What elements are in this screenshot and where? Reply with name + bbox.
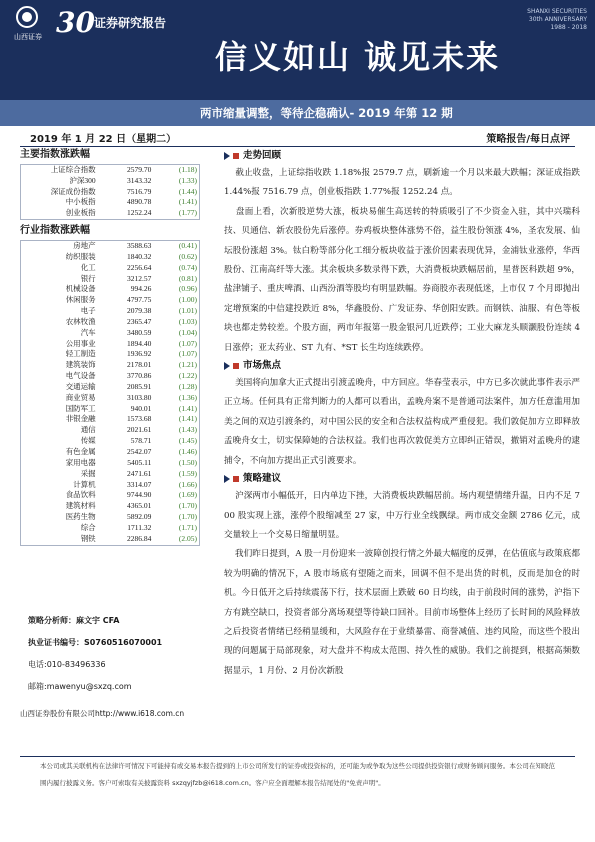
bullet-icon — [233, 153, 239, 159]
index-row — [21, 306, 201, 317]
index-change: (1.71) — [178, 522, 197, 532]
index-value: 3480.59 — [126, 327, 152, 337]
index-row — [21, 284, 201, 295]
index-value: 7516.79 — [126, 186, 152, 196]
index-value: 578.71 — [130, 436, 152, 446]
index-row — [21, 414, 201, 425]
paragraph: 我们昨日提到，A 股一月份迎来一波障创投行情之外最大幅度的反弹，在估值底与政策底都较为明确的情况下，A 股市场底有望随之而来，回调不但不是出货的时机，反而是加仓的时机。今日低开之后持续震荡下行，技术层面上跌破 60 日均线，由于前段时间的涨势，沪指下方有跳空缺口，投资者部分离场观望等待缺口回补。目前市场整体上经历了长时间的风险释放之后投资者情绪已经稍显缓和，大风险存在于业绩暴雷、商誉减值、违约风险，而这些个股出现的问题属于局部现象，对大盘并不构成太范围、持久性的威胁。我们之前提到，根据高频数据显示，1 月份、2 月份次新股 — [224, 549, 580, 676]
index-value: 9744.90 — [126, 490, 152, 500]
index-value: 2256.64 — [126, 262, 152, 272]
report-type: 证券研究报告 — [94, 16, 167, 30]
index-change: (1.44) — [178, 186, 197, 196]
index-change: (1.70) — [178, 512, 197, 522]
index-row — [21, 241, 201, 252]
divider — [20, 146, 575, 147]
report-title: 两市缩量调整，等待企稳确认- 2019 年第 12 期 — [200, 106, 453, 120]
index-value: 1573.68 — [126, 414, 152, 424]
section-heading-trend: 走势回顾 — [224, 148, 580, 164]
index-name: 传媒 — [80, 436, 96, 446]
index-row — [21, 534, 201, 545]
index-name: 上证综合指数 — [50, 165, 96, 174]
index-row — [21, 393, 201, 404]
index-row — [21, 480, 201, 491]
index-name: 电子 — [80, 306, 96, 316]
main-indices-title: 主要指数涨跌幅 — [20, 149, 90, 160]
index-name: 机械设备 — [65, 284, 96, 294]
index-name: 综合 — [80, 522, 96, 532]
index-value: 1936.92 — [126, 349, 152, 359]
index-name: 食品饮料 — [65, 490, 96, 500]
index-change: (1.07) — [178, 349, 197, 359]
index-name: 公用事业 — [65, 338, 96, 348]
index-name: 计算机 — [73, 479, 96, 489]
index-row — [21, 349, 201, 360]
index-name: 汽车 — [80, 327, 96, 337]
analyst-cert: 执业证书编号：S0760516070001 — [28, 638, 163, 647]
index-change: (1.03) — [178, 316, 197, 326]
index-value: 1711.32 — [127, 522, 152, 532]
index-row — [21, 469, 201, 480]
index-value: 1840.32 — [126, 251, 152, 261]
index-change: (1.41) — [178, 403, 197, 413]
slogan: 信义如山 诚见未来 — [215, 38, 501, 76]
index-value: 3588.63 — [126, 240, 152, 250]
main-content — [224, 148, 583, 681]
arrow-icon — [224, 152, 230, 160]
index-name: 有色金属 — [65, 447, 96, 457]
index-change: (0.41) — [178, 240, 197, 250]
analyst-phone: 电话:010-83496336 — [28, 660, 106, 669]
index-value: 2079.38 — [126, 306, 152, 316]
index-name: 采掘 — [80, 468, 96, 478]
index-change: (1.01) — [178, 306, 197, 316]
title-bar — [0, 100, 595, 126]
index-value: 2085.91 — [126, 381, 152, 391]
index-name: 轻工制造 — [65, 349, 96, 359]
index-value: 2471.61 — [126, 468, 152, 478]
sidebar — [20, 148, 200, 546]
company-logo — [8, 6, 48, 42]
section-heading-strategy: 策略建议 — [224, 471, 580, 487]
index-row — [21, 197, 201, 208]
index-change: (1.46) — [178, 447, 197, 457]
index-row — [21, 360, 201, 371]
index-change: (1.36) — [178, 392, 197, 402]
index-value: 2286.84 — [126, 533, 152, 543]
index-row — [21, 295, 201, 306]
index-name: 农林牧渔 — [65, 316, 96, 326]
index-change: (1.41) — [178, 414, 197, 424]
index-name: 沪深300 — [69, 175, 96, 185]
analyst-info — [28, 610, 218, 698]
index-name: 商业贸易 — [65, 392, 96, 402]
index-name: 国防军工 — [65, 403, 96, 413]
index-name: 休闲服务 — [65, 295, 96, 305]
index-row — [21, 382, 201, 393]
index-value: 1252.24 — [126, 208, 152, 218]
section-heading-focus: 市场焦点 — [224, 358, 580, 374]
index-change: (1.22) — [178, 371, 197, 381]
arrow-icon — [224, 362, 230, 370]
index-change: (0.96) — [178, 284, 197, 294]
index-change: (1.07) — [178, 338, 197, 348]
index-value: 2542.07 — [126, 447, 152, 457]
footer-divider — [20, 756, 575, 757]
index-value: 994.26 — [130, 284, 152, 294]
index-change: (1.66) — [178, 479, 197, 489]
index-row — [21, 458, 201, 469]
index-row — [21, 523, 201, 534]
logo-mark-icon — [16, 6, 38, 28]
index-row — [21, 404, 201, 415]
index-value: 2365.47 — [126, 316, 152, 326]
anniversary-badge: SHANXI SECURITIES 30th ANNIVERSARY 1988 - 2018 — [527, 8, 587, 31]
index-change: (1.28) — [178, 381, 197, 391]
index-value: 4365.01 — [126, 501, 152, 511]
logo-text: 山西证券 — [14, 33, 42, 41]
index-change: (1.18) — [178, 165, 197, 174]
index-name: 医药生物 — [65, 512, 96, 522]
index-change: (1.41) — [178, 197, 197, 207]
index-name: 交通运输 — [65, 381, 96, 391]
index-change: (1.50) — [178, 457, 197, 467]
analyst-name: 策略分析师：麻文宇 CFA — [28, 616, 120, 625]
index-change: (2.05) — [178, 533, 197, 543]
index-value: 4797.75 — [126, 295, 152, 305]
index-row — [21, 165, 201, 176]
index-row — [21, 328, 201, 339]
index-value: 2021.61 — [126, 425, 152, 435]
report-date: 2019 年 1 月 22 日（星期二） — [30, 134, 177, 145]
index-name: 创业板指 — [65, 208, 96, 218]
index-value: 4890.78 — [126, 197, 152, 207]
index-name: 建筑装饰 — [65, 360, 96, 370]
index-value: 5892.09 — [126, 512, 152, 522]
bullet-icon — [233, 476, 239, 482]
index-row — [21, 447, 201, 458]
index-value: 3314.07 — [126, 479, 152, 489]
index-name: 深证成份指数 — [50, 186, 96, 196]
index-row — [21, 425, 201, 436]
index-row — [21, 263, 201, 274]
index-name: 银行 — [80, 273, 96, 283]
index-row — [21, 436, 201, 447]
index-value: 5405.11 — [127, 457, 152, 467]
index-change: (0.81) — [178, 273, 197, 283]
main-indices-table — [21, 165, 201, 219]
index-row — [21, 208, 201, 219]
index-name: 非银金融 — [65, 414, 96, 424]
index-change: (1.43) — [178, 425, 197, 435]
industry-indices-title: 行业指数涨跌幅 — [20, 224, 90, 236]
index-name: 电气设备 — [65, 371, 96, 381]
firm-info: 山西证券股份有限公司http://www.i618.com.cn — [20, 709, 185, 718]
anniversary-mark: 30 — [56, 6, 95, 39]
index-value: 3143.32 — [126, 175, 152, 185]
index-value: 3770.86 — [126, 371, 152, 381]
index-row — [21, 176, 201, 187]
index-row — [21, 339, 201, 350]
disclaimer: 本公司或其关联机构在法律许可情况下可能持有或交易本报告提到的上市公司所发行的证券或投资标的，还可能为或争取为这些公司提供投资银行或财务顾问服务。本公司在知晓范围内履行披露义务。客户可索取有关披露资料 sxzqyjfzb@i618.com.cn。客户应全面理解本报告结尾处的"免责声明"。 — [40, 762, 555, 787]
index-row — [21, 501, 201, 512]
index-change: (1.69) — [178, 490, 197, 500]
index-value: 1894.40 — [126, 338, 152, 348]
index-name: 中小板指 — [65, 197, 96, 207]
index-change: (0.74) — [178, 262, 197, 272]
index-value: 3103.80 — [126, 392, 152, 402]
main-indices-box — [20, 164, 200, 220]
index-change: (1.21) — [178, 360, 197, 370]
index-value: 2579.70 — [126, 165, 152, 174]
index-value: 940.01 — [130, 403, 152, 413]
index-row — [21, 252, 201, 263]
index-name: 化工 — [80, 262, 96, 272]
index-value: 3212.57 — [126, 273, 152, 283]
index-row — [21, 317, 201, 328]
index-name: 钢铁 — [80, 533, 96, 543]
paragraph: 沪深两市小幅低开，日内单边下挫，大消费板块跌幅居前。场内观望情绪升温，日内不足 700 股实现上涨，涨停个股缩减至 27 家，中万行业全线飘绿。两市成交金额 2786 亿元，成交量较上一个交易日缩量明显。 — [224, 491, 580, 540]
index-name: 建筑材料 — [65, 501, 96, 511]
index-name: 通信 — [80, 425, 96, 435]
index-change: (1.00) — [178, 295, 197, 305]
report-category: 策略报告/每日点评 — [486, 134, 570, 145]
industry-indices-table — [21, 241, 201, 545]
index-row — [21, 490, 201, 501]
index-row — [21, 512, 201, 523]
index-name: 家用电器 — [65, 457, 96, 467]
index-change: (1.45) — [178, 436, 197, 446]
industry-indices-box — [20, 240, 200, 546]
index-value: 2178.01 — [126, 360, 152, 370]
index-row — [21, 371, 201, 382]
index-row — [21, 187, 201, 198]
date-row — [30, 130, 570, 144]
index-change: (1.59) — [178, 468, 197, 478]
bullet-icon — [233, 363, 239, 369]
arrow-icon — [224, 475, 230, 483]
paragraph: 美国将向加拿大正式提出引渡孟晚舟，中方回应。华春莹表示，中方已多次就此事件表示严正立场。任何具有正常判断力的人都可以看出，孟晚舟案不是普通司法案件，加方任意滥用加美之间的双边引渡条约，对中国公民的安全和合法权益构成严重侵犯。我们敦促加方立即释放孟晚舟女士，切实保障她的合法权益。我们也再次敦促美方立即纠正错误，撤销对孟晚舟的逮捕令，不向加方提出正式引渡要求。 — [224, 378, 580, 466]
paragraph: 盘面上看，次新股逆势大涨，板块易催生高送转的特质吸引了不少资金入驻，其中兴瑞科技、贝通信、新农股份先后涨停。券鸡板块整体涨势不俗，益生股份领涨 4%，圣农发展、仙坛股份涨超 3%。钛白粉等部分化工细分板块收益于涨价因素表现优异，金浦钛业涨停，华西股份、江南高纤等大涨。其余板块多数录得下跌，大消费板块跌幅居前，星普医科跌超 9%，盐津铺子、重庆啤酒、山西汾酒等股均有明显跌幅。券商股亦表现低迷，上市仅 7 个月即抛出定增预案的中信建投跌近 8%，华鑫股份、广发证券、华创阳安跌。而钢铁、油服、有色等板块也都走势较差。个股方面，两市年报第一股金银河几近跌停；工业大麻龙头顺灏股份连续 4 日涨停；亚太药业、ST 九有、*ST 长生均连续跌停。 — [224, 206, 583, 353]
report-header — [0, 0, 595, 100]
index-change: (1.33) — [178, 175, 197, 185]
index-change: (0.62) — [178, 251, 197, 261]
index-name: 纺织服装 — [65, 251, 96, 261]
index-change: (1.77) — [178, 208, 197, 218]
paragraph: 截止收盘，上证综指收跌 1.18%报 2579.7 点，刷新逾一个月以来最大跌幅；深证成指跌 1.44%报 7516.79 点，创业板指跌 1.77%报 1252.24 点。 — [224, 168, 583, 198]
index-row — [21, 274, 201, 285]
index-name: 房地产 — [73, 240, 96, 250]
index-change: (1.70) — [178, 501, 197, 511]
index-change: (1.04) — [178, 327, 197, 337]
analyst-email: 邮箱:mawenyu@sxzq.com — [28, 682, 132, 691]
